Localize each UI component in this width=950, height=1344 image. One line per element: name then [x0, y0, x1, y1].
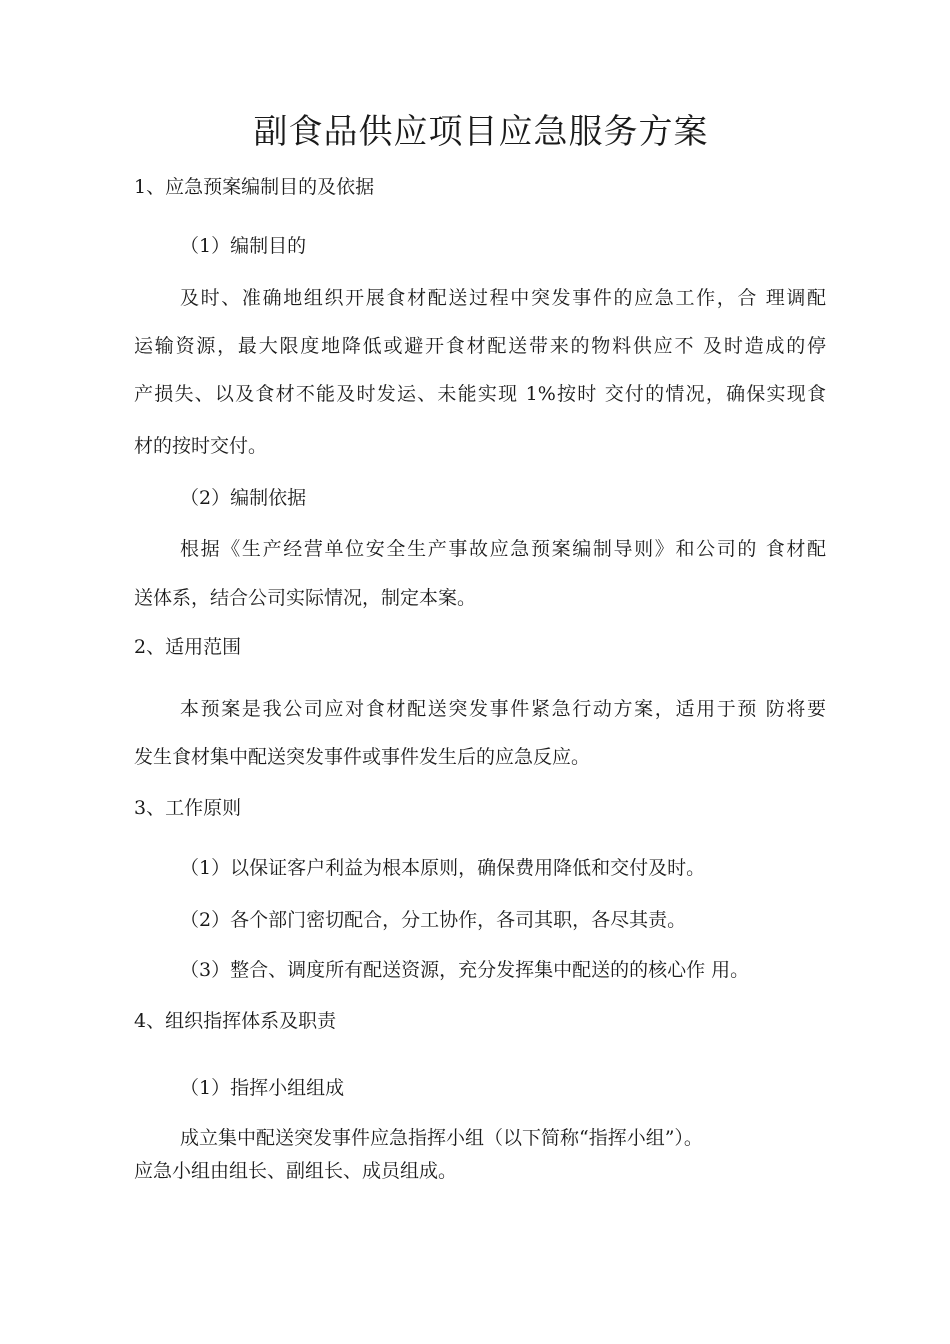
paragraph-line: 运输资源，最大限度地降低或避开食材配送带来的物料供应不 及时造成的停 — [134, 335, 826, 357]
section-1-sub-1-heading: （1）编制目的 — [180, 235, 307, 257]
document-title: 副食品供应项目应急服务方案 — [253, 112, 709, 152]
section-4-heading: 4、组织指挥体系及职责 — [134, 1010, 337, 1032]
section-1-heading: 1、应急预案编制目的及依据 — [134, 176, 375, 198]
paragraph-line: 本预案是我公司应对食材配送突发事件紧急行动方案，适用于预 防将要 — [180, 698, 826, 720]
paragraph-line: 送体系，结合公司实际情况，制定本案。 — [134, 587, 477, 609]
paragraph-line: 应急小组由组长、副组长、成员组成。 — [134, 1160, 458, 1182]
principle-item: （3）整合、调度所有配送资源，充分发挥集中配送的的核心作 用。 — [180, 959, 750, 981]
paragraph-line: 根据《生产经营单位安全生产事故应急预案编制导则》和公司的 食材配 — [180, 538, 826, 560]
paragraph-line: 及时、准确地组织开展食材配送过程中突发事件的应急工作，合 理调配 — [180, 287, 826, 309]
section-2-heading: 2、适用范围 — [134, 636, 242, 658]
principle-item: （2）各个部门密切配合，分工协作，各司其职，各尽其责。 — [180, 909, 687, 931]
paragraph-line: 产损失、以及食材不能及时发运、未能实现 1%按时 交付的情况，确保实现食 — [134, 383, 826, 405]
section-3-heading: 3、工作原则 — [134, 797, 242, 819]
paragraph-line: 发生食材集中配送突发事件或事件发生后的应急反应。 — [134, 746, 591, 768]
paragraph-line: 成立集中配送突发事件应急指挥小组（以下简称“指挥小组”）。 — [180, 1127, 703, 1149]
paragraph-line: 材的按时交付。 — [134, 435, 268, 457]
section-4-sub-1-heading: （1）指挥小组组成 — [180, 1077, 345, 1099]
principle-item: （1）以保证客户利益为根本原则，确保费用降低和交付及时。 — [180, 857, 706, 879]
section-1-sub-2-heading: （2）编制依据 — [180, 487, 307, 509]
